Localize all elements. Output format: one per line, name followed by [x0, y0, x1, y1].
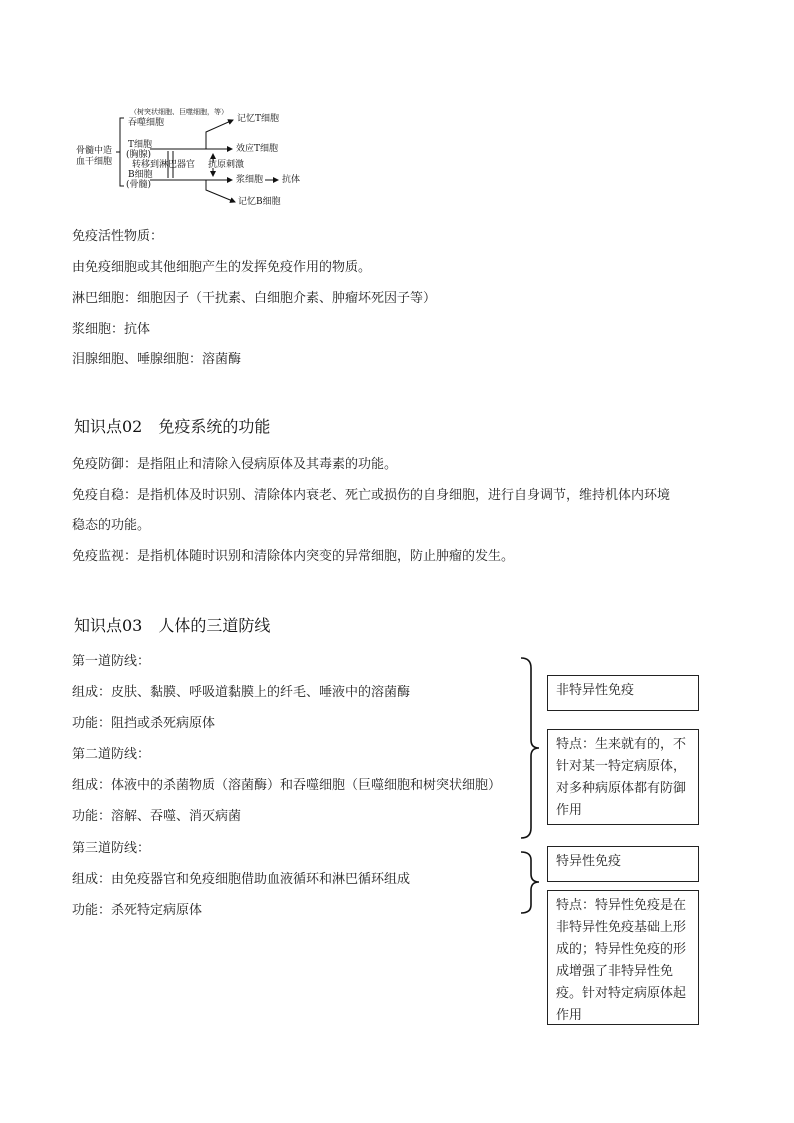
specific-brace [521, 852, 539, 913]
section-heading-03: 知识点03 人体的三道防线 [74, 616, 271, 635]
third-line-function: 功能：杀死特定病原体 [72, 903, 203, 918]
immune-surveillance-line: 免疫监视：是指机体随时识别和清除体内突变的异常细胞，防止肿瘤的发生。 [72, 549, 515, 564]
antibody-label: 抗体 [282, 175, 301, 185]
memory-b-label: 记忆B细胞 [238, 197, 281, 207]
antigen-label: 抗原刺激 [208, 160, 245, 170]
b-cell-label: B细胞 [128, 170, 153, 180]
second-line-composition: 组成：体液中的杀菌物质（溶菌酶）和吞噬细胞（巨噬细胞和树突状细胞） [72, 778, 502, 793]
diagram-lines [0, 0, 794, 230]
memory-t-label: 记忆T细胞 [237, 114, 280, 124]
first-line-function: 功能：阻挡或杀死病原体 [72, 716, 216, 731]
specific-feature-box: 特点：特异性免疫是在非特异性免疫基础上形成的；特异性免疫的形成增强了非特异性免疫。针对特定病原体起作用 [547, 890, 699, 1025]
first-line-composition: 组成：皮肤、黏膜、呼吸道黏膜上的纤毛、唾液中的溶菌酶 [72, 685, 411, 700]
third-line-composition: 组成：由免疫器官和免疫细胞借助血液循环和淋巴循环组成 [72, 872, 411, 887]
second-line-function: 功能：溶解、吞噬、消灭病菌 [72, 809, 242, 824]
second-line-title: 第二道防线： [72, 747, 151, 762]
first-line-title: 第一道防线： [72, 654, 151, 669]
immune-homeostasis-line-2: 稳态的功能。 [72, 518, 151, 533]
nonspecific-brace [521, 658, 539, 838]
section-heading-02: 知识点02 免疫系统的功能 [74, 417, 271, 436]
t-cell-label: T细胞 [128, 140, 153, 150]
lymphocyte-line: 淋巴细胞：细胞因子（干扰素、白细胞介素、肿瘤坏死因子等） [72, 291, 437, 306]
bone-marrow-label: (骨髓) [126, 180, 152, 190]
transfer-label: 转移到淋巴器官 [132, 160, 196, 170]
nonspecific-feature-box: 特点：生来就有的，不针对某一特定病原体，对多种病原体都有防御作用 [547, 729, 699, 825]
immune-homeostasis-line-1: 免疫自稳：是指机体及时识别、清除体内衰老、死亡或损伤的自身细胞，进行自身调节，维持机体内环境 [72, 488, 671, 503]
active-substance-title: 免疫活性物质： [72, 229, 164, 244]
plasma-label: 浆细胞 [236, 175, 264, 185]
phagocyte-note: （树突状细胞、巨噬细胞，等） [130, 108, 228, 116]
thymus-label: (胸腺) [126, 150, 152, 160]
active-substance-definition: 由免疫细胞或其他细胞产生的发挥免疫作用的物质。 [72, 260, 372, 275]
third-line-title: 第三道防线： [72, 841, 151, 856]
immune-defense-line: 免疫防御：是指阻止和清除入侵病原体及其毒素的功能。 [72, 457, 398, 472]
specific-immunity-box: 特异性免疫 [547, 846, 699, 882]
plasma-line: 浆细胞：抗体 [72, 322, 151, 337]
origin-label: 骨髓中造血干细胞 [76, 146, 113, 167]
gland-line: 泪腺细胞、唾腺细胞：溶菌酶 [72, 352, 242, 367]
effector-t-label: 效应T细胞 [236, 144, 279, 154]
phagocyte-label: 吞噬细胞 [128, 118, 165, 128]
nonspecific-immunity-box: 非特异性免疫 [547, 675, 699, 711]
